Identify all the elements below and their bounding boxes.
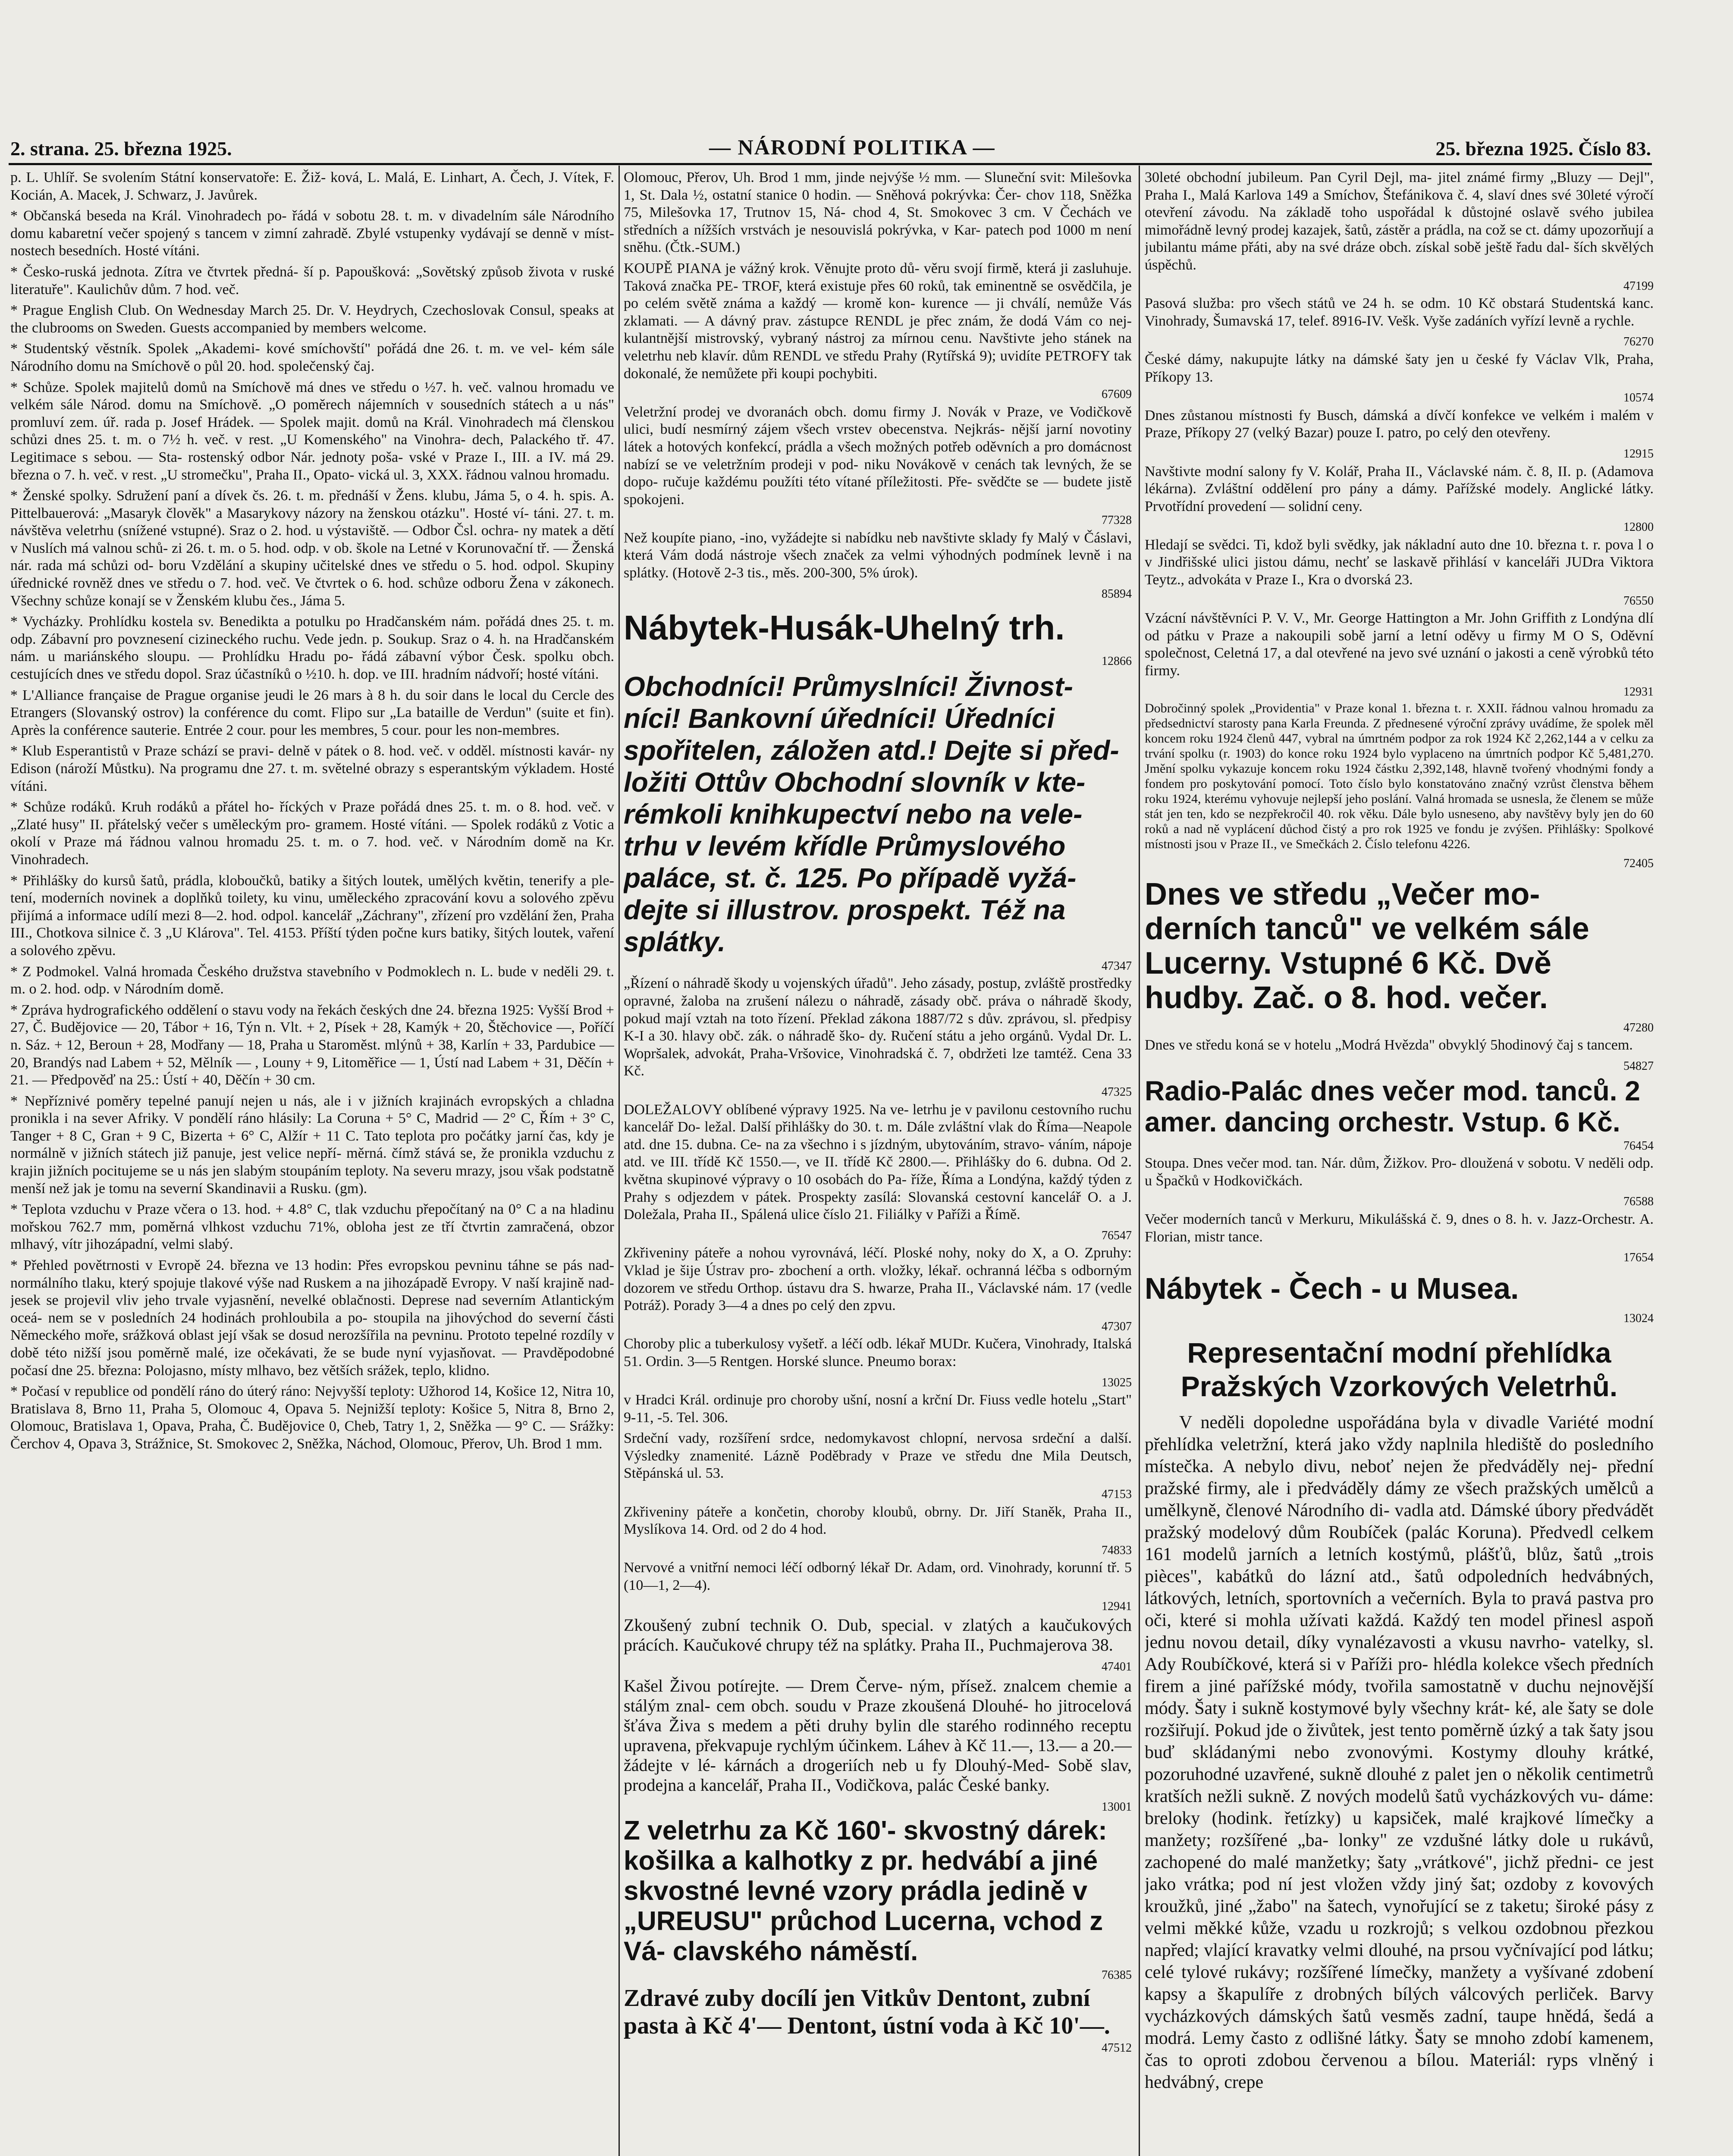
notice-paragraph: * L'Alliance française de Prague organise jeudi le 26 mars à 8 h. du soir dans le local du Cercle des Etrangers (Slovanský ostrov) la conférence du comt. Flipo sur „La bataille de Verdun" (suite et fin). Après la conférence sauterie. Entrée 2 cour. pour les membres, 5 cour. pour les non-membres.	[10, 687, 614, 738]
ad-number: 77328	[1102, 514, 1132, 527]
ad-number: 76550	[1623, 594, 1654, 608]
ad-number: 47401	[1102, 1660, 1132, 1674]
ad-text: Zkoušený zubní technik O. Dub, special. v zlatých a kaučukových prácích. Kaučukové chrupy též na splátky. Praha II., Puchmajerova 38.	[624, 1615, 1132, 1655]
ad-text: Choroby plic a tuberkulosy vyšetř. a léčí odb. lékař MUDr. Kučera, Vinohrady, Italská 51. Ordin. 3—5 Rentgen. Horské slunce. Pneumo borax:	[624, 1336, 1132, 1369]
ad-text: Než koupíte piano, -ino, vyžádejte si nabídku neb navštivte sklady fy Malý v Čáslavi, která Vám dodá nástroje všech značek za velmi výhodných podmínek levně i na splátky. (Hotově 2-3 tis., měs. 200-300, 5% úrok).	[624, 530, 1132, 581]
ad-text: Pasová služba: pro všech států ve 24 h. se odm. 10 Kč obstará Studentská kanc. Vinohrady, Šumavská 17, telef. 8916-IV. Vešk. Vyše zadáních vyřízí levně a rychle.	[1145, 295, 1654, 329]
ad-text: Večer moderních tanců v Merkuru, Mikulášská č. 9, dnes o 8. h. v. Jazz-Orchestr. A. Florian, mistr tance.	[1145, 1211, 1654, 1245]
ad-text: KOUPĚ PIANA je vážný krok. Věnujte proto dů- věru svojí firmě, která ji zasluhuje. Taková značka PE- TROF, která existuje přes 60 roků, tak eminentně se osvědčila, je po celém světě známa a každý — kromě kon- kurence — ji chválí, nemůže Vás zklamati. — A dávný prav. zástupce RENDL je přec znám, že dodá Vám co nej- kulantnější mistrovský, vybraný nástroj za mírnou cenu. Navštivte jeho stánek na veletrhu neb klavír. dům RENDL ve středu Prahy (Rytířská 9); uvidíte PETROFY tak dokonalé, že nemůžete při koupi pochybiti.	[624, 260, 1132, 382]
ad-number: 10574	[1623, 391, 1654, 405]
ad-text: Srdeční vady, rozšíření srdce, nedomykavost chlopní, nervosa srdeční a další. Výsledky znamenité. Lázně Poděbrady v Praze ve středu dne Mila Deutsch, Stěpánská ul. 53.	[624, 1430, 1132, 1482]
notice-paragraph: * Počasí v republice od pondělí ráno do úterý ráno: Nejvyšší teploty: Užhorod 14, Košice 12, Nitra 10, Bratislava 8, Brno 11, Praha 5, Olomouc 4, Opava 5. Nejnižší teploty: Košice 5, Nitra 8, Brno 2, Olomouc, Bratislava 1, Opava, Praha, Č. Budějovice 0, Cheb, Tatry 1, 2, Sněžka — 9° C. — Srážky: Čerchov 4, Opava 3, Strážnice, St. Smokovec 2, Sněžka, Náchod, Olomouc, Přerov, Uh. Brod 1 mm.	[10, 1383, 614, 1452]
classified-ad	[624, 1391, 1132, 1426]
classified-ad	[1145, 610, 1654, 701]
radio-palac-ad: Radio-Palác dnes večer mod. tanců. 2 amer. dancing orchestr. Vstup. 6 Kč.	[1145, 1075, 1640, 1138]
notice-paragraph: * Nepříznivé poměry tepelné panují nejen u nás, ale i v jižních krajinách evropských a chladna pronikla i na sever Afriky. V pondělí ráno hlásily: La Coruna + 5° C, Madrid — 2° C, Řím + 3° C, Tanger + 8 C, Gran + 9 C, Bizerta + 6° C, Alžír + 11 C. Tato teplota pro počátky jarní čas, kdy je normálně v jižních státech již panuje, jest velice nepří- měrná. čímž stává se, že pronikla vzduchu z krajin jižních pocitujeme se u nás jen slabým stoupáním teploty. Na severu mrazy, jsou však podstatně menší než jak je tomu na severní Skandinavii a Rusku. (gm).	[10, 1093, 614, 1197]
classified-ad	[624, 1615, 1132, 1676]
ad-number: 17654	[1623, 1251, 1654, 1265]
notice-paragraph: * Studentský věstník. Spolek „Akademi- kové smíchovští" pořádá dne 26. t. m. ve vel- kém sále Národního domu na Smíchově o půl 20. hod. společenský čaj.	[10, 341, 614, 374]
ad-number: 76588	[1623, 1195, 1654, 1209]
column-3	[1145, 169, 1654, 2097]
column-1	[10, 169, 614, 1457]
classified-ad	[624, 1559, 1132, 1615]
classified-ad	[624, 1504, 1132, 1560]
classified-ad	[624, 530, 1132, 603]
classified-ad	[624, 1101, 1132, 1245]
ad-number: 85894	[1102, 587, 1132, 601]
dance-evening-ad: Dnes ve středu „Večer mo- derních tanců" ve velkém sále Lucerny. Vstupné 6 Kč. Dvě hudby. Zač. o 8. hod. večer.	[1145, 877, 1589, 1015]
toothpaste-ad: Zdravé zuby docílí jen Vitkův Dentont, zubní pasta à Kč 4'— Dentont, ústní voda à Kč 10'—.	[624, 1985, 1110, 2039]
notice-paragraph: * Přehled povětrnosti v Evropě 24. března ve 13 hodin: Přes evropskou pevninu táhne se pás nad- normálního tlaku, který spojuje tlakové výše nad Ruskem a na jihozápadě Evropy. V naší krajině nad- jesek se projevil vliv jeho trvale vyjasnění, nevelké oblačnosti. Deprese nad severním Atlantickým oceá- nem se v posledních 24 hodinách prohloubila a po- stoupila na jihovýchod do severní části Německého moře, srážková oblast její však se dosud nerozšířila na pevninu. Prototo tepelné rozdíly v době této nižší jsou poměrně malé, ize očekávati, že se bude nyní vyjasňovat. — Pravděpodobné počasí dne 25. března: Polojasno, místy mlhavo, bez větších srážek, teplo, klidno.	[10, 1257, 614, 1379]
notice-paragraph: * Česko-ruská jednota. Zítra ve čtvrtek předná- ší p. Papoušková: „Sovětský způsob života v ruské literatuře". Kaulichův dům. 7 hod. več.	[10, 263, 614, 298]
notice-paragraph: * Schůze. Spolek majitelů domů na Smíchově má dnes ve středu o ½7. h. več. valnou hromadu ve velkém sále Národ. domu na Smíchově. „O poměrech nájemních v sousedních státech a u nás" promluví zem. úř. rada p. Josef Hrádek. — Spolek majit. domů na Král. Vinohradech má členskou schůzi dnes 25. t. m. o 7½ h. več. v rest. „U Komenského" na Vinohra- dech, Palackého tř. 47. Legitimace s sebou. — Sta- rostenský odbor Nár. jednoty poša- vské v Praze I., III. a IV. má 29. března o 7. h. več. v rest. „U stromečku", Praha II., Opato- vická ul. 3, XXX. řádnou valnou hromadu.	[10, 379, 614, 483]
ad-text: Veletržní prodej ve dvoranách obch. domu firmy J. Novák v Praze, ve Vodičkově ulici, budí nesmírný zájem všech vrstev obecenstva. Nejkrás- nější jarní novotiny látek a hotových konfekcí, prádla a všech možných potřeb oděvních a pro domácnost nabízí se ve veletržním prodeji v pod- niku Novákově v cenách tak levných, že se dopo- ručuje každému použíti této vítané příležitosti. Pře- svědčte se — budete jistě spokojeni.	[624, 404, 1132, 508]
column-divider	[1139, 166, 1140, 2156]
ad-number: 47347	[1102, 959, 1132, 973]
notice-paragraph: * Přihlášky do kursů šatů, prádla, kloboučků, batiky a šitých loutek, umělých květin, tenerify a ple- tení, moderních novinek a doplňků toilety, ku vinu, uměleckého zpracování kovu a solového zpěvu přijímá a informace udílí mezi 8—2. hod. odpol. kancelář „Záchrany", zřízení pro vzdělání žen, Praha III., Chotkova silnice č. 3 „U Klárova". Tel. 4153. Příští týden počne kurs batiky, šitých loutek, vaření a solového zpěvu.	[10, 872, 614, 959]
classified-ad	[1145, 1211, 1654, 1267]
classified-ad	[1145, 169, 1654, 295]
classified-ad	[624, 404, 1132, 530]
ad-text: 30leté obchodní jubileum. Pan Cyril Dejl, ma- jitel známé firmy „Bluzy — Dejl", Praha I., Malá Karlova 149 a Smíchov, Štefánikova č. 4, slaví dnes své 30leté výročí otevření závodu. Na základě toho uspořádal k důstojné oslavě svého jubilea mimořádně levný prodej kazajek, šatů, zástěr a prádla, na což se ct. dámy upozorňují a jubilantu máme přáti, aby na své dráze obch. získal sobě ještě řadu dal- ších skvělých úspěchů.	[1145, 169, 1654, 273]
notice-paragraph: * Schůze rodáků. Kruh rodáků a přátel ho- říckých v Praze pořádá dnes 25. t. m. o 8. hod. več. v „Zlaté husy" II. přátelský večer s uměleckým pro- gramem. Hosté vítáni. — Spolek rodáků z Votic a okolí v Praze má řádnou valnou hromadu 25. t. m. o 7. hod. več. v Národním domě na Kr. Vinohradech.	[10, 799, 614, 868]
ad-number: 47325	[1102, 1085, 1132, 1099]
notice-paragraph: * Ženské spolky. Sdružení paní a dívek čs. 26. t. m. přednáší v Žens. klubu, Jáma 5, o 4. h. spis. A. Pittelbauerová: „Masaryk člověk" a Masarykovy názory na ženskou otázku". Hosté ví- táni. 27. t. m. návštěva veletrhu (snížené vstupné). Sraz o 2. hod. u výstaviště. — Odbor Čsl. ochra- ny matek a dětí v Nuslích má valnou schů- zi 26. t. m. o 5. hod. odp. v ob. škole na Letné v Korunovační tř. — Ženská nár. rada má schůzi od- boru Vzdělání a skupiny učitelské dnes ve středu o 5. hod. odpol. Skupiny úřednické rovněž dnes ve středu o 7. hod. več. Ve čtvrtek o 6. hod. schůze odboru Žena v zákonech. Všechny schůze konají se v Ženském klubu čes., Jáma 5.	[10, 488, 614, 609]
ad-number: 12866	[1102, 655, 1132, 668]
classified-ad	[1145, 351, 1654, 407]
ad-number: 13001	[1102, 1800, 1132, 1814]
issue-date-number: 25. března 1925. Číslo 83.	[1435, 138, 1651, 160]
notice-paragraph: * Prague English Club. On Wednesday March 25. Dr. V. Heydrych, Czechoslovak Consul, speaks at the clubrooms on Sweden. Guests accompanied by members welcome.	[10, 302, 614, 336]
furniture-ad-headline: Nábytek-Husák-Uhelný trh.	[624, 608, 1065, 647]
ad-number: 54827	[1623, 1059, 1654, 1073]
column-divider	[618, 166, 620, 2156]
classified-ad	[624, 1244, 1132, 1335]
ad-text: Nervové a vnitřní nemoci léčí odborný lékař Dr. Adam, ord. Vinohrady, korunní tř. 5 (10—1, 2—4).	[624, 1560, 1132, 1594]
ad-number: 47512	[1102, 2041, 1132, 2055]
lingerie-ad: Z veletrhu za Kč 160'- skvostný dárek: košilka a kalhotky z pr. hedvábí a jiné skvostné levné vzory prádla jedině v „UREUSU" průchod Lucerna, vchod z Vá- clavského náměstí.	[624, 1816, 1107, 1967]
header-rule	[9, 163, 1652, 165]
ad-number: 47199	[1623, 279, 1654, 293]
ad-number: 47153	[1102, 1488, 1132, 1501]
article-body: V neděli dopoledne uspořádána byla v divadle Variété modní přehlídka veletržní, která jako vždy naplnila hlediště do posledního místečka. A nebylo divu, neboť nejen že předváděly nej- přední pražské firmy, ale i předváděly dámy ze všech pražských umělců a umělkyně, členové Národního di- vadla atd. Dámské úbory předvádět pražský modelový dům Roubíček (palác Koruna). Předvedl celkem 161 modelů jarních a letních kostýmů, plášťů, blůz, šatů „trois pièces", kabátků do lázní atd., šatů odpoledních hedvábných, látkových, letních, sportovních a večerních. Byla to pravá pastva pro oči, které si mohla užívati každá. Každý ten model přinesl aspoň jednu novou detail, díky vynalézavosti a vkusu navrho- vatelky, sl. Ady Roubíčkové, která si v Paříži pro- hlédla kolekce všech předních firem a jiné pařížské módy, tvořila samostatně v duchu nejnovější módy. Šaty i sukně kostymové byly všechny krát- ké, ale šaty se dole rozšiřují. Pokud jde o živůtek, jest tento poměrně úzký a tak šaty jsou buď skládanými nebo zvonovými. Kostymy dlouhy krátké, pozoruhodné uzavřené, sukně dlouhé z palet jen o několik centimetrů kratších nežli sukně. Z nových modelů šatů vycházkových vu- dáme: breloky (hodink. řetízky) u kapsiček, malé krajkové límečky a manžety; rozšířené „ba- lonky" ze vzdušné látky dole u rukávů, zachopené do malé manžetky; šaty „vrátkové", jichž předni- ce jest jako vrátka; pod ní jest vložen vždy jiný šat; ozdoby z kovových kroužků, jiné „žabo" na šatech, vynořující se z taketu; široké pásy z velmi měkké kůže, vzadu u rozkrojů; s velkou ozdobnou přezkou napřed; vlající kravatky velmi dlouhé, na prsou vyčnívající pod látku; celé tylové rukávy; rozšířené límečky, manžety a vyšívané zdobení kapsy a škapulíře z drobných bílých válcových perliček. Barvy vycházkových dámských šatů vesměs zadní, taupe hnědá, šedá a modrá. Lemy často z odlišné látky. Šaty se mnoho zdobí kamenem, čas to oproti zdobou červenou a bílou. Materiál: ryps vlněný i hedvábný, crepe	[1145, 1413, 1654, 2093]
ad-text: „Řízení o náhradě škody u vojenských úřadů". Jeho zásady, postup, zvláště prostředky opravné, žaloba na zrušení nálezu o náhradě, zásady obč. práva o náhradě škody, pokud mají vztah na toto řízení. Překlad zákona 1887/72 s dův. zprávou, sl. předpisy K-I a 30. hlavy obč. zák. o náhradě ško- dy. Ručení státu a jeho orgánů. Vydal Dr. L. Wopršalek, advokát, Praha-Vršovice, Vinohradská č. 7, obdržeti lze tamtéž. Cena 33 Kč.	[624, 975, 1132, 1079]
ad-number: 74833	[1102, 1543, 1132, 1557]
ad-number: 72405	[1623, 857, 1654, 871]
classified-ad	[1145, 407, 1654, 463]
ad-text: Hledají se svědci. Ti, kdož byli svědky, jak nákladní auto dne 10. března t. r. pova l o v Jindřišské ulici jistou dámu, nechť se laskavě přihlásí v kanceláři JUDra Viktora Teytz., advokáta v Praze I., Kra o dvorská 23.	[1145, 536, 1654, 588]
ad-number: 12931	[1623, 685, 1654, 699]
ad-number: 13025	[1102, 1376, 1132, 1389]
weather-continuation: Olomouc, Přerov, Uh. Brod 1 mm, jinde nejvýše ½ mm. — Sluneční svit: Milešovka 1, St. Dala ½, ostatní stanice 0 hodin. — Sněhová pokrývka: Čer- chov 118, Sněžka 75, Milešovka 17, Trutnov 15, Ná- chod 4, St. Smokovec 3 cm. V Čechách ve středních a nížších vrstvách je nesouvislá pokrývka, v Kar- patech pod 1000 m není sněhu. (Čtk.-SUM.)	[624, 169, 1132, 256]
ad-text: Vzácní návštěvníci P. V. V., Mr. George Hattington a Mr. John Griffith z Londýna dlí od pátku v Praze a nakoupili sobě jarní a letní oděvy u firmy M O S, Oděvní společnost, Celetná 17, a dal otevřené na jevo své uznání o jakosti a ceně výrobků této firmy.	[1145, 610, 1654, 679]
ad-number: 12941	[1102, 1599, 1132, 1613]
article-headline: Representační modní přehlídka Pražských Vzorkových Veletrhů.	[1180, 1337, 1618, 1403]
notice-paragraph: * Klub Esperantistů v Praze schází se pravi- delně v pátek o 8. hod. več. v odděl. místnosti kavár- ny Edison (nároží Můstku). Na programu dne 27. t. m. světelné obrazy s esperantským výkladem. Hosté vítáni.	[10, 743, 614, 794]
ad-text: Dnes zůstanou místnosti fy Busch, dámská a dívčí konfekce ve velkém i malém v Praze, Příkopy 27 (velký Bazar) pouze I. patro, po celý den otevřeny.	[1145, 407, 1654, 441]
notice-paragraph: * Z Podmokel. Valná hromada Českého družstva stavebního v Podmoklech n. L. bude v neděli 29. t. m. o 2. hod. odp. v Národním domě.	[10, 963, 614, 997]
ad-number: 13024	[1623, 1311, 1654, 1325]
ad-number: 76270	[1623, 335, 1654, 349]
masthead-title: — NÁRODNÍ POLITIKA —	[709, 135, 995, 159]
ad-text: DOLEŽALOVY oblíbené výpravy 1925. Na ve- letrhu je v pavilonu cestovního ruchu kancelář Do- ležal. Další přihlášky do 30. t. m. Dále zvláštní vlak do Říma—Neapole atd. dne 15. dubna. Ce- na za všechno i s jízdným, ubytováním, stravo- váním, nápoje atd. ve III. třídě Kč 1550.—, ve II. třídě Kč 2800.—. Přihlášky do 6. dubna. Od 2. května skupinové výpravy o 10 osobách do Pa- říže, Říma a Londýna, každý týden z Prahy s odjezdem v pátek. Prospekty zasílá: Slovanská cestovní kancelář O. a J. Doležala, Praha II., Spálená ulice číslo 21. Filiálky v Paříži a Římě.	[624, 1101, 1132, 1223]
notice-paragraph: * Teplota vzduchu v Praze včera o 13. hod. + 4.8° C, tlak vzduchu přepočítaný na 0° C a na hladinu mořskou 762.7 mm, poměrná vlhkost vzduchu 71%, obloha jest ze tří čtvrtin zamračená, obzor mlhavý, vítr jihozápadní, velmi slabý.	[10, 1201, 614, 1253]
classified-ad	[1145, 1037, 1654, 1075]
ad-text: v Hradci Král. ordinuje pro choroby ušní, nosní a krční Dr. Fiuss vedle hotelu „Start" 9-11, -5. Tel. 306.	[624, 1392, 1132, 1426]
notice-paragraph: * Zpráva hydrografického oddělení o stavu vody na řekách českých dne 24. března 1925: Vyšší Brod + 27, Č. Budějovice — 20, Tábor + 16, Týn n. Vlt. + 2, Písek + 28, Kamýk + 20, Štěchovice —, Poříčí n. Sáz. + 12, Beroun + 28, Modřany — 18, Praha u Staroměst. mlýnů + 38, Karlín + 33, Pardubice — 20, Brandýs nad Labem + 52, Mělník — , Louny + 9, Litoměřice — 1, Ústí nad Labem + 31, Děčín + 21. — Předpověď na 25.: Ústí + 40, Děčín + 30 cm.	[10, 1002, 614, 1088]
ad-text: Stoupa. Dnes večer mod. tan. Nár. dům, Žižkov. Pro- dloužená v sobotu. V neděli odp. u Špačků v Hodkovičkách.	[1145, 1155, 1654, 1189]
classified-ad	[1145, 463, 1654, 536]
ad-number: 47280	[1623, 1021, 1654, 1034]
classified-ad	[1145, 536, 1654, 610]
ad-number: 12800	[1623, 520, 1654, 534]
running-head	[10, 133, 1651, 167]
dictionary-ad: Obchodníci! Průmyslníci! Živnost- níci! Bankovní úředníci! Úředníci spořitelen, záložen atd.! Dejte si před- ložiti Ottův Obchodní slovník v kte- rémkoli knihkupectví nebo na vele- trhu v levém křídle Průmyslového paláce, st. č. 125. Po případě vyžá- dejte si illustrov. prospekt. Též na splátky.	[624, 671, 1119, 957]
ad-text: Zkřiveniny páteře a nohou vyrovnává, léčí. Ploské nohy, noky do X, a O. Zpruhy: Vklad je šije Ústrav pro- zbochení a orth. vložky, lékař. ochranná léčba s odborným dozorem ve středu Orthop. ústavu dra S. hwarze, Praha II., Václavské nám. 17 (vedle Potráž). Porady 3—4 a dnes po celý den zpvu.	[624, 1245, 1132, 1314]
ad-text: Dobročinný spolek „Providentia" v Praze konal 1. března t. r. XXII. řádnou valnou hromadu za předsednictví starosty pana Karla Freunda. Z přednesené výroční zprávy uvádíme, že spolek měl koncem roku 1924 členů 447, vybral na úmrtném podpor za rok 1924 Kč 2,262,144 a v celku za trvání spolku (r. 1903) do konce roku 1924 bylo vyplaceno na úmrtních podpor Kč 5,481,270. Jmění spolku vykazuje koncem roku 1924 částku 2,392,148, hlavně tvořený vhodnými fondy a fondem pro poskytování pomocí. Toto číslo bylo konstatováno značný vzrůst členstva během roku 1924, kterému vyhovuje nejlepší jeho poslání. Valná hromada se usnesla, že členem se může stát jen ten, kdo se nezpřekročil 40. rok věku. Dále bylo usneseno, aby navštěvy byly jen do 60 roků a nad ně vyplácení důchod čistý a pro rok 1925 ve fondu je zvýšen. Přihlášky: Spolkové místnosti jsou v Praze II., ve Smečkách 2. Číslo telefonu 4226.	[1145, 701, 1654, 852]
classified-ad	[1145, 295, 1654, 351]
ad-number: 76454	[1623, 1139, 1654, 1153]
page-number-date: 2. strana. 25. března 1925.	[10, 138, 232, 160]
notice-paragraph: * Občanská beseda na Král. Vinohradech po- řádá v sobotu 28. t. m. v divadelním sále Národního domu kabaretní večer spojený s tancem v zimní zahradě. Zbylé vstupenky vydávají se denně v míst- nostech besedních. Hosté vítáni.	[10, 208, 614, 259]
ad-text: Dnes ve středu koná se v hotelu „Modrá Hvězda" obvyklý 5hodinový čaj s tancem.	[1145, 1037, 1633, 1053]
furniture-ad-headline: Nábytek - Čech - u Musea.	[1145, 1271, 1519, 1305]
ad-number: 47307	[1102, 1319, 1132, 1333]
classified-ad	[624, 260, 1132, 404]
classified-ad	[1145, 1155, 1654, 1211]
ad-number: 67609	[1102, 388, 1132, 401]
ad-text: Kašel Živou potírejte. — Drem Červe- ným, přísež. znalcem chemie a stálým znal- cem obch. soudu v Praze zkoušená Dlouhé- ho jitrocelová šťáva Živa s medem a pěti druhy bylin dle starého rodinného receptu upravena, překvapuje rychlým účinkem. Láhev à Kč 11.—, 13.— a 20.— žádejte v lé- kárnách a drogeriích neb u fy Dlouhý-Med- Sobě slav, prodejna a kancelář, Praha II., Vodičkova, palác České banky.	[624, 1676, 1132, 1795]
classified-ad	[624, 1676, 1132, 1816]
column-2	[624, 169, 1132, 2057]
notice-paragraph: * Vycházky. Prohlídku kostela sv. Benedikta a potulku po Hradčanském nám. pořádá dnes 25. t. m. odp. Zábavní pro povznesení cizineckého ruchu. Vede jedn. p. Soukup. Sraz o 4. h. na Hradčanském nám. u mariánského sloupu. — Prohlídku Hradu po- řádá zábavní výbor Česk. spolku obch. cestujících dnes ve středu dopol. Sraz účastníků o ½10. h. dop. ve III. hradním nádvoří; hosté vítáni.	[10, 614, 614, 683]
ad-text: Zkřiveniny páteře a končetin, choroby kloubů, obrny. Dr. Jiří Staněk, Praha II., Myslíkova 14. Ord. od 2 do 4 hod.	[624, 1504, 1132, 1538]
classified-ad	[1145, 701, 1654, 873]
classified-ad	[624, 1335, 1132, 1391]
ad-text: České dámy, nakupujte látky na dámské šaty jen u české fy Václav Vlk, Praha, Příkopy 13.	[1145, 351, 1654, 385]
ad-text: Navštivte modní salony fy V. Kolář, Praha II., Václavské nám. č. 8, II. p. (Adamova lékárna). Zvláštní oddělení pro pány a dámy. Pařížské modely. Anglické látky. Prvotřídní provedení — solidní ceny.	[1145, 463, 1654, 514]
classified-ad	[624, 1430, 1132, 1503]
notice-paragraph: p. L. Uhlíř. Se svolením Státní konservatoře: E. Žiž- ková, L. Malá, E. Linhart, A. Čech, J. Vítek, F. Kocián, A. Macek, J. Schwarz, J. Javůrek.	[10, 169, 614, 203]
classified-ad	[624, 975, 1132, 1101]
ad-number: 76385	[1102, 1968, 1132, 1982]
ad-number: 76547	[1102, 1228, 1132, 1242]
ad-number: 12915	[1623, 447, 1654, 461]
